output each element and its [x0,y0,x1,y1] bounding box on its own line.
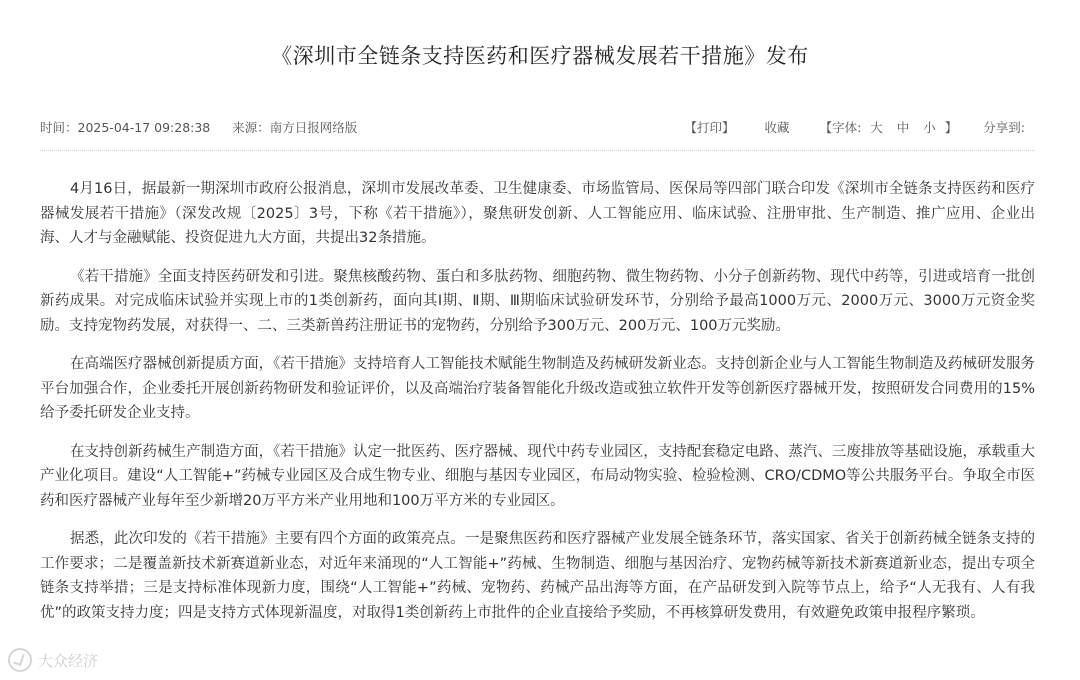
print-link[interactable]: 【打印】 [684,120,735,135]
article-paragraph: 在支持创新药械生产制造方面，《若干措施》认定一批医药、医疗器械、现代中药专业园区，支持配套稳定电路、蒸汽、三废排放等基础设施，承载重大产业化项目。建设“人工智能+”药械专业园区及合成生物专业、细胞与基因专业园区，布局动物实验、检验检测、CRO/CDMO等公共服务平台。争取全市医药和医疗器械产业每年至少新增20万平方米产业用地和100万平方米的专业园区。 [40,443,1035,509]
font-size-suffix: 】 [944,120,958,135]
meta-divider [40,150,1035,151]
font-size-medium-link[interactable]: 中 [896,120,910,135]
font-size-small-link[interactable]: 小 [923,120,936,135]
article-paragraph: 据悉，此次印发的《若干措施》主要有四个方面的政策亮点。一是聚焦医药和医疗器械产业发展全链条环节，落实国家、省关于创新药械全链条支持的工作要求；二是覆盖新技术新赛道新业态，对近年来涌现的“人工智能+”药械、生物制造、细胞与基因治疗、宠物药械等新技术新赛道新业态，提出专项全链条支持举措；三是支持标准体现新力度，围绕“人工智能+”药械、宠物药、药械产品出海等方面，在产品研发到入院等节点上，给予“人无我有、人有我优”的政策支持力度；四是支持方式体现新温度，对取得1类创新药上市批件的企业直接给予奖励，不再核算研发费用，有效避免政策申报程序繁琐。 [40,531,1035,621]
article-paragraph: 《若干措施》全面支持医药研发和引进。聚焦核酸药物、蛋白和多肽药物、细胞药物、微生物药物、小分子创新药物、现代中药等，引进或培育一批创新药成果。对完成临床试验并实现上市的1类创新药，面向其Ⅰ期、Ⅱ期、Ⅲ期临床试验研发环节，分别给予最高1000万元、2000万元、3000万元资金奖励。支持宠物药发展，对获得一、二、三类新兽药注册证书的宠物药，分别给予300万元、200万元、100万元奖励。 [40,268,1035,334]
font-size-large-link[interactable]: 大 [870,120,883,135]
share-label: 分享到: [983,120,1025,135]
font-size-control [820,118,958,136]
favorite-link[interactable]: 收藏 [764,120,790,135]
brand-logo-icon [8,648,32,672]
article-meta [40,118,1035,138]
publish-time: 时间：2025-04-17 09:28:38 [40,120,211,135]
article-paragraph: 4月16日，据最新一期深圳市政府公报消息，深圳市发展改革委、卫生健康委、市场监管局、医保局等四部门联合印发《深圳市全链条支持医药和医疗器械发展若干措施》（深发改规〔2025〕3号，下称《若干措施》），聚焦研发创新、人工智能应用、临床试验、注册审批、生产制造、推广应用、企业出海、人才与金融赋能、投资促进九大方面，共提出32条措施。 [40,181,1035,246]
watermark-text: 大众经济 [38,651,99,670]
article-paragraph: 在高端医疗器械创新提质方面，《若干措施》支持培育人工智能技术赋能生物制造及药械研发新业态。支持创新企业与人工智能生物制造及药械研发服务平台加强合作，企业委托开展创新药物研发和验证评价，以及高端治疗装备智能化升级改造或独立软件开发等创新医疗器械开发，按照研发合同费用的15%给予委托研发企业支持。 [40,356,1035,421]
article-source: 来源：南方日报网络版 [232,120,358,135]
article-body [40,177,1035,639]
watermark [8,648,98,672]
page-title: 《深圳市全链条支持医药和医疗器械发展若干措施》发布 [271,44,809,68]
font-size-prefix: 【字体: [819,120,862,135]
